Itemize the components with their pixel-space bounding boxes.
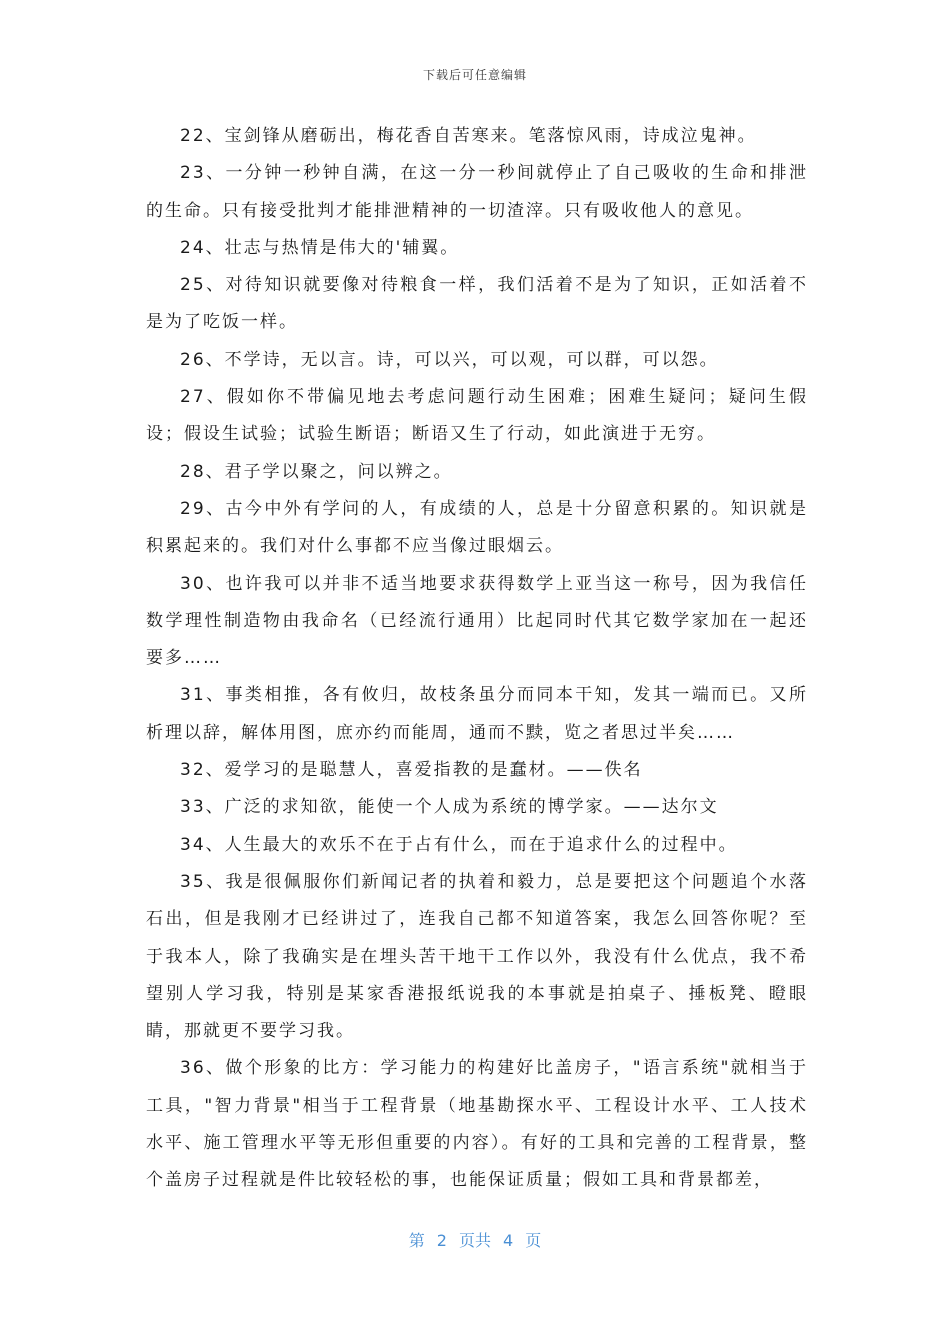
quote-23: 23、一分钟一秒钟自满，在这一分一秒间就停止了自己吸收的生命和排泄的生命。只有接受批判才能排泄精神的一切渣滓。只有吸收他人的意见。 <box>146 163 808 221</box>
quote-35: 35、我是很佩服你们新闻记者的执着和毅力，总是要把这个问题追个水落石出，但是我刚才已经讲过了，连我自己都不知道答案，我怎么回答你呢？至于我本人，除了我确实是在埋头苦干地干工作以外，我没有什么优点，我不希望别人学习我，特别是某家香港报纸说我的本事就是拍桌子、捶板凳、瞪眼睛，那就更不要学习我。 <box>146 871 808 1042</box>
quote-22: 22、宝剑锋从磨砺出，梅花香自苦寒来。笔落惊风雨，诗成泣鬼神。 <box>180 126 757 146</box>
quote-25: 25、对待知识就要像对待粮食一样，我们活着不是为了知识，正如活着不是为了吃饭一样。 <box>146 275 808 333</box>
quote-34: 34、人生最大的欢乐不在于占有什么，而在于追求什么的过程中。 <box>180 834 738 855</box>
footer-prefix: 第 <box>408 1231 425 1250</box>
page-header: 下载后可任意编辑 <box>422 68 527 82</box>
footer-suffix: 页 <box>525 1231 542 1250</box>
quote-36: 36、做个形象的比方：学习能力的构建好比盖房子，"语言系统"就相当于工具，"智力背景"相当于工程背景（地基勘探水平、工程设计水平、工人技术水平、施工管理水平等无形但重要的内容）。有好的工具和完善的工程背景，整个盖房子过程就是件比较轻松的事，也能保证质量；假如工具和背景都差， <box>146 1058 808 1191</box>
quote-30: 30、也许我可以并非不适当地要求获得数学上亚当这一称号，因为我信任数学理性制造物由我命名（已经流行通用）比起同时代其它数学家加在一起还要多…… <box>146 573 808 669</box>
quote-31: 31、事类相推，各有攸归，故枝条虽分而同本干知，发其一端而已。又所析理以辞，解体用图，庶亦约而能周，通而不黩，览之者思过半矣…… <box>146 685 808 743</box>
page-footer <box>0 1228 950 1251</box>
document-body <box>146 118 808 1200</box>
quote-26: 26、不学诗，无以言。诗，可以兴，可以观，可以群，可以怨。 <box>180 349 719 370</box>
quote-24: 24、壮志与热情是伟大的'辅翼。 <box>180 237 460 258</box>
current-page-number: 2 <box>436 1231 447 1250</box>
total-page-count: 4 <box>503 1231 514 1250</box>
quote-28: 28、君子学以聚之，问以辨之。 <box>180 461 453 482</box>
quote-27: 27、假如你不带偏见地去考虑问题行动生困难；困难生疑问；疑问生假设；假设生试验；试验生断语；断语又生了行动，如此演进于无穷。 <box>146 387 808 445</box>
quote-32: 32、爱学习的是聪慧人，喜爱指教的是蠢材。——佚名 <box>180 760 643 781</box>
quote-33: 33、广泛的求知欲，能使一个人成为系统的博学家。——达尔文 <box>180 797 719 818</box>
footer-middle: 页共 <box>458 1231 491 1250</box>
quote-29: 29、古今中外有学问的人，有成绩的人，总是十分留意积累的。知识就是积累起来的。我们对什么事都不应当像过眼烟云。 <box>146 498 808 557</box>
